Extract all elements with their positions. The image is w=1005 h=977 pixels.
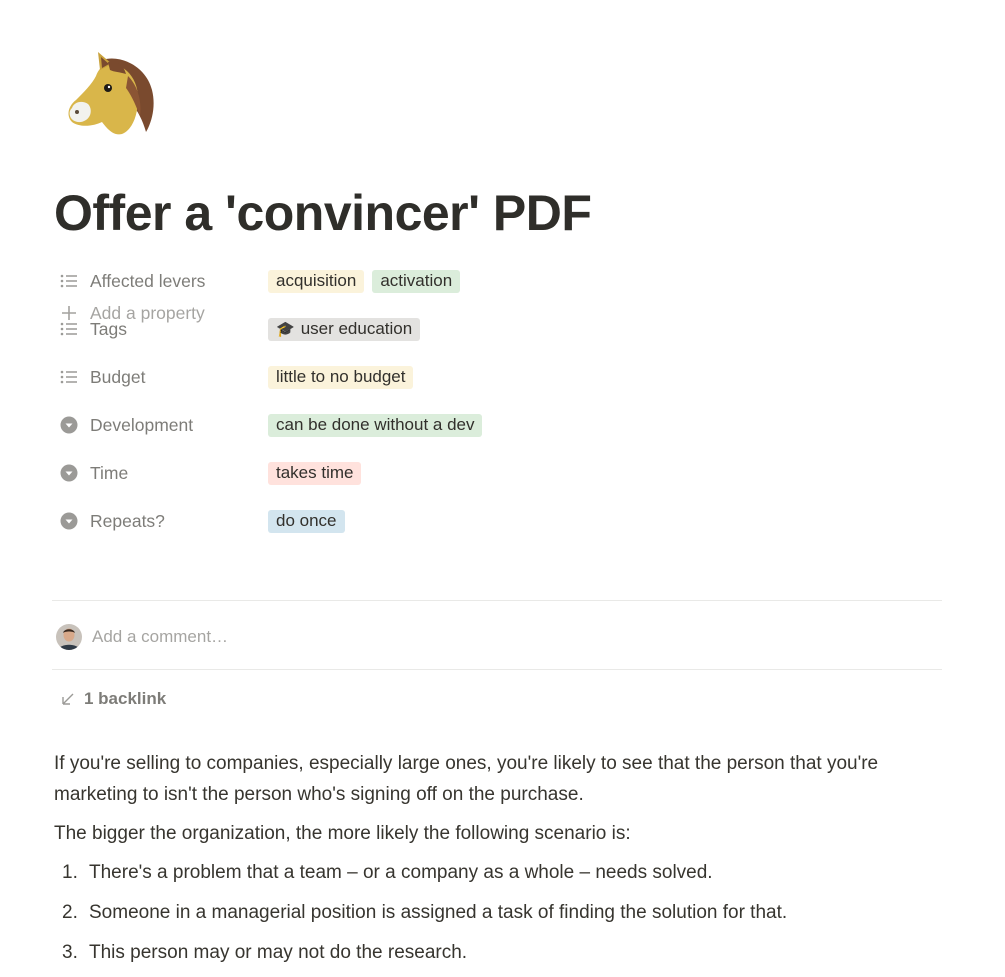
property-name[interactable] (54, 271, 268, 292)
tag-label: takes time (276, 463, 354, 482)
list-number: 3. (62, 942, 78, 963)
add-property-label: Add a property (90, 302, 205, 323)
property-label: Affected levers (90, 270, 206, 291)
paragraph[interactable]: The bigger the organization, the more likely the following scenario is: (54, 823, 631, 844)
property-row[interactable] (54, 498, 944, 544)
property-value[interactable] (268, 510, 345, 533)
divider (52, 669, 942, 670)
property-row[interactable] (54, 402, 944, 448)
tag-label: do once (276, 511, 337, 530)
property-label: Repeats? (90, 510, 165, 531)
tag[interactable] (268, 462, 361, 485)
tag[interactable] (268, 366, 413, 389)
arrow-down-left-icon (60, 691, 76, 707)
property-value[interactable] (268, 270, 460, 293)
backlinks-label: 1 backlink (84, 689, 167, 708)
property-label: Tags (90, 318, 127, 339)
property-row[interactable] (54, 354, 944, 400)
list-item-text: This person may or may not do the research. (89, 942, 468, 963)
page-title[interactable]: Offer a 'convincer' PDF (54, 185, 592, 241)
select-icon (59, 511, 79, 531)
add-property-button[interactable] (54, 296, 205, 330)
tag-label: activation (380, 271, 453, 290)
tag[interactable] (268, 510, 345, 533)
tag[interactable] (268, 414, 482, 437)
list-icon (59, 367, 79, 387)
comment-placeholder: Add a comment… (92, 627, 229, 646)
list-item-text: Someone in a managerial position is assigned a task of finding the solution for that. (89, 902, 788, 923)
comment-input[interactable] (54, 620, 228, 654)
tag[interactable] (268, 318, 420, 341)
select-icon (59, 415, 79, 435)
property-value[interactable] (268, 414, 482, 437)
tag-label: little to no budget (276, 367, 406, 386)
graduation-cap-icon: 🎓 (276, 321, 295, 338)
list-item[interactable] (54, 897, 934, 928)
list-item-text: There's a problem that a team – or a company as a whole – needs solved. (89, 862, 713, 883)
list-item[interactable] (54, 937, 934, 968)
property-row[interactable] (54, 450, 944, 496)
property-name[interactable] (54, 511, 268, 532)
property-name[interactable] (54, 367, 268, 388)
list-number: 1. (62, 862, 78, 883)
property-label: Budget (90, 366, 146, 387)
property-name[interactable] (54, 463, 268, 484)
horse-face-icon[interactable] (62, 46, 158, 142)
list-item[interactable] (54, 857, 934, 888)
property-label: Development (90, 414, 194, 435)
avatar (56, 624, 82, 650)
select-icon (59, 463, 79, 483)
numbered-list (54, 857, 934, 968)
list-icon (59, 271, 79, 291)
page-content (54, 748, 934, 977)
property-value[interactable] (268, 462, 361, 485)
tag-label: acquisition (276, 271, 357, 290)
tag[interactable] (268, 270, 364, 293)
list-number: 2. (62, 902, 78, 923)
divider (52, 600, 942, 601)
paragraph[interactable]: If you're selling to companies, especially large ones, you're likely to see that the person that you're marketing to isn't the person who's signing off on the purchase. (54, 753, 879, 805)
plus-icon (59, 303, 79, 323)
property-name[interactable] (54, 415, 268, 436)
tag-label: user education (300, 319, 413, 338)
tag-label: can be done without a dev (276, 415, 475, 434)
backlinks-toggle[interactable] (54, 684, 166, 714)
property-value[interactable] (268, 366, 413, 389)
property-value[interactable] (268, 318, 420, 341)
tag[interactable] (372, 270, 460, 293)
property-label: Time (90, 462, 129, 483)
